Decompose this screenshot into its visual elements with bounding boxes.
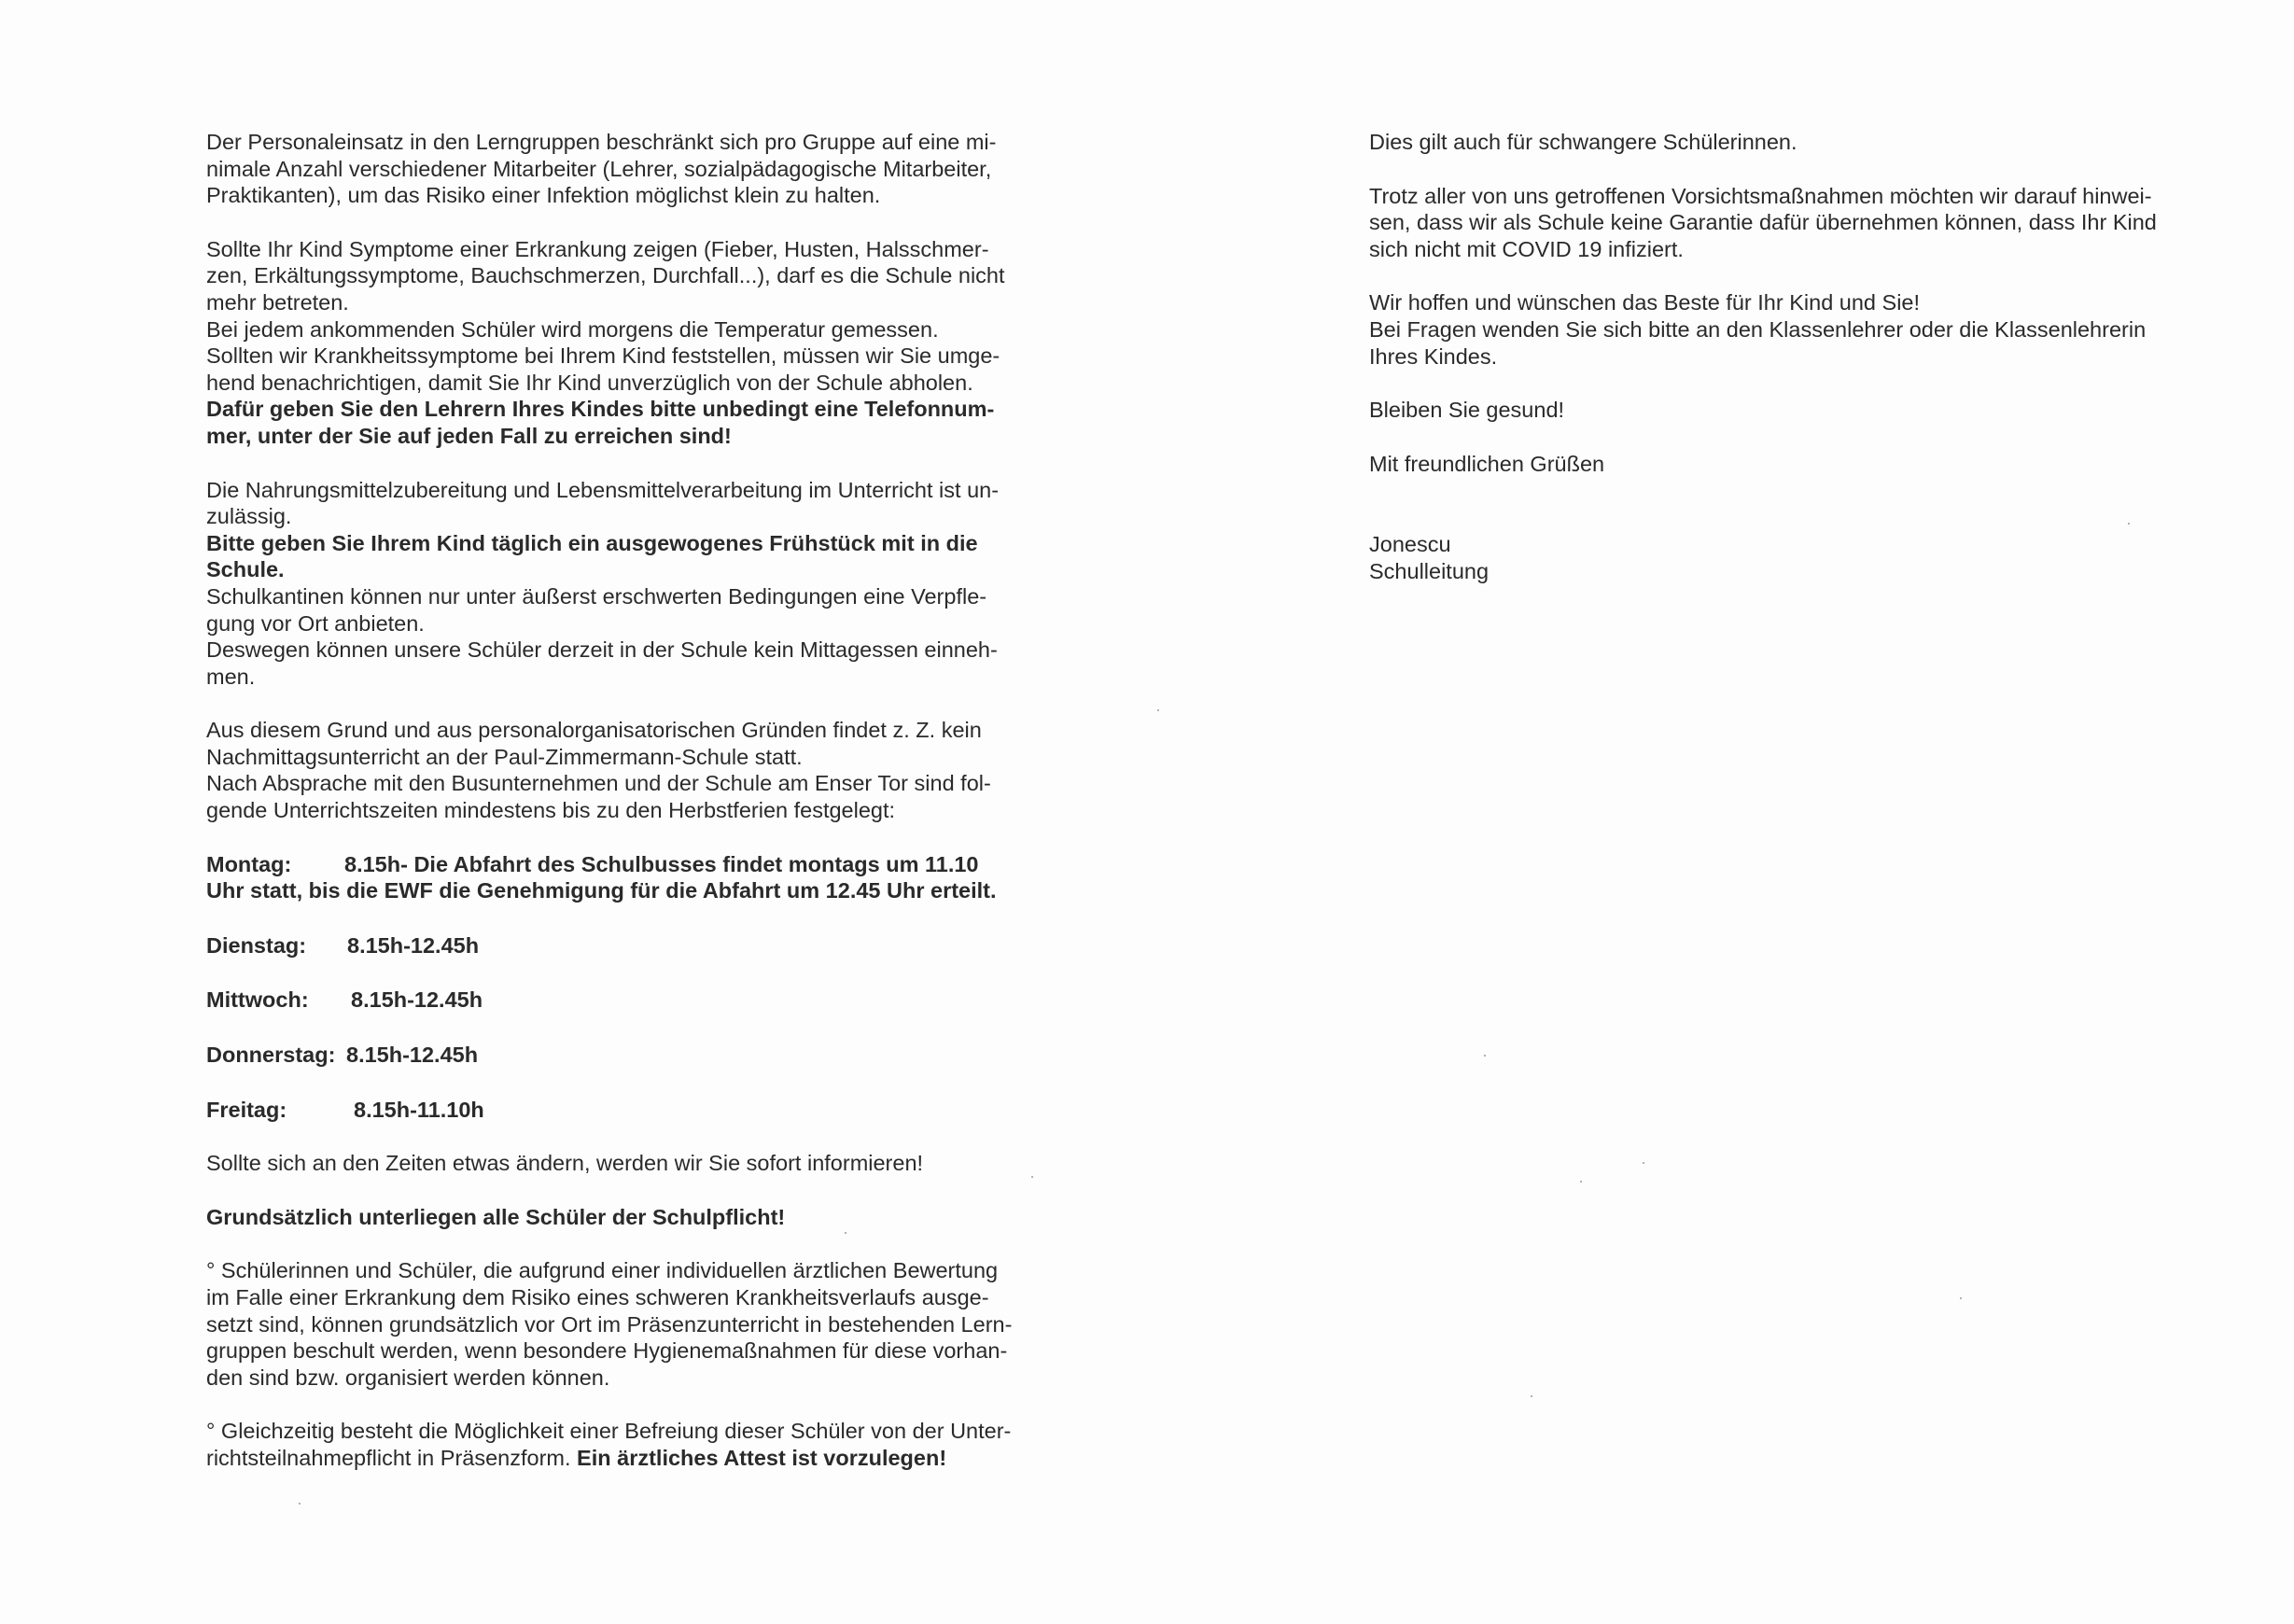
closing-greeting: Mit freundlichen Grüßen	[1369, 451, 1605, 476]
schedule-row-wednesday	[206, 987, 1084, 1014]
paragraph-risk-students: ° Schülerinnen und Schüler, die aufgrund einer individuellen ärztlichen Bewertung im Falle einer Erkrankung dem Risiko eines schweren Krankheitsverlaufs ausge- setzt sind, können grundsätzlich vor Ort im Präsenzunterricht in bestehenden Lern- gruppen beschult werden, wenn besondere Hygienemaßnahmen für diese vorhan- den sind bzw. organisiert werden können.	[206, 1258, 1013, 1390]
schedule-row-thursday	[206, 1042, 1084, 1069]
scan-speck	[1960, 1297, 1962, 1299]
schedule-row-friday	[206, 1097, 1084, 1124]
schedule-day-tuesday: Dienstag:	[206, 932, 307, 958]
paragraph-exemption-bold: Ein ärztliches Attest ist vorzulegen!	[577, 1445, 947, 1470]
paragraph-phone-number-bold: Dafür geben Sie den Lehrern Ihres Kindes bitte unbedingt eine Telefonnum- mer, unter der Sie auf jeden Fall zu erreichen sind!	[206, 397, 995, 448]
schedule	[206, 851, 1084, 1124]
paragraph-temperature: Bei jedem ankommenden Schüler wird morgens die Temperatur gemessen.	[206, 316, 939, 342]
scan-speck	[1031, 1176, 1033, 1178]
scan-speck	[2128, 523, 2130, 525]
scan-speck	[1484, 1055, 1486, 1057]
paragraph-exemption-text: ° Gleichzeitig besteht die Möglichkeit einer Befreiung dieser Schüler von der Unter- richtsteilnahmepflicht in Präsenzform.	[206, 1419, 1012, 1470]
scan-speck	[1643, 1162, 1644, 1164]
schedule-time-monday: 8.15h- Die Abfahrt des Schulbusses findet montags um 11.10	[344, 851, 979, 876]
paragraph-compulsory-schooling-bold: Grundsätzlich unterliegen alle Schüler der Schulpflicht!	[206, 1204, 786, 1229]
paragraph-staff-deployment: Der Personaleinsatz in den Lerngruppen beschränkt sich pro Gruppe auf eine mi- nimale Anzahl verschiedener Mitarbeiter (Lehrer, sozialpädagogische Mitarbeiter, Praktikanten), um das Risiko einer Infektion möglichst klein zu halten.	[206, 130, 997, 208]
schedule-row-monday	[206, 851, 1084, 878]
schedule-monday-continuation: Uhr statt, bis die EWF die Genehmigung für die Abfahrt um 12.45 Uhr erteilt.	[206, 878, 997, 903]
schedule-time-thursday: 8.15h-12.45h	[346, 1043, 479, 1068]
paragraph-exemption	[206, 1418, 1084, 1471]
schedule-time-wednesday: 8.15h-12.45h	[351, 987, 483, 1013]
paragraph-symptoms: Sollte Ihr Kind Symptome einer Erkrankung zeigen (Fieber, Husten, Halsschmer- zen, Erkältungssymptome, Bauchschmerzen, Durchfall...), darf es die Schule nicht mehr betreten.	[206, 236, 1005, 315]
signature-name: Jonescu	[1369, 532, 1451, 557]
signature-title: Schulleitung	[1369, 558, 1490, 583]
paragraph-pregnant-students: Dies gilt auch für schwangere Schülerinnen.	[1369, 130, 1797, 154]
paragraph-food-preparation: Die Nahrungsmittelzubereitung und Lebensmittelverarbeitung im Unterricht ist un- zulässig.	[206, 477, 1000, 529]
scan-speck	[1157, 709, 1159, 711]
schedule-time-tuesday: 8.15h-12.45h	[347, 932, 480, 958]
scan-speck	[1580, 1181, 1582, 1183]
schedule-day-friday: Freitag:	[206, 1097, 287, 1122]
paragraph-schedule-changes: Sollte sich an den Zeiten etwas ändern, werden wir Sie sofort informieren!	[206, 1151, 924, 1176]
paragraph-questions: Bei Fragen wenden Sie sich bitte an den Klassenlehrer oder die Klassenlehrerin Ihres Kindes.	[1369, 316, 2147, 369]
scan-speck	[1531, 1395, 1532, 1397]
scan-speck	[299, 1503, 301, 1505]
paragraph-notify-parents: Sollten wir Krankheitssymptome bei Ihrem Kind feststellen, müssen wir Sie umge- hend benachrichtigen, damit Sie Ihr Kind unverzüglich von der Schule abholen.	[206, 343, 1000, 395]
paragraph-no-guarantee: Trotz aller von uns getroffenen Vorsichtsmaßnahmen möchten wir darauf hinwei- sen, dass wir als Schule keine Garantie dafür übernehmen können, dass Ihr Kind sich nicht mit COVID 19 infiziert.	[1369, 183, 2157, 261]
paragraph-stay-healthy: Bleiben Sie gesund!	[1369, 398, 1565, 423]
paragraph-bus-agreement: Nach Absprache mit den Busunternehmen und der Schule am Enser Tor sind fol- gende Unterrichtszeiten mindestens bis zu den Herbstferien festgelegt:	[206, 771, 991, 823]
schedule-row-tuesday	[206, 932, 1084, 959]
schedule-day-monday: Montag:	[206, 851, 292, 876]
paragraph-breakfast-bold: Bitte geben Sie Ihrem Kind täglich ein ausgewogenes Frühstück mit in die Schule.	[206, 530, 978, 582]
paragraph-canteen: Schulkantinen können nur unter äußerst erschwerten Bedingungen eine Verpfle- gung vor Ort anbieten.	[206, 583, 987, 636]
schedule-time-friday: 8.15h-11.10h	[354, 1097, 484, 1122]
paragraph-no-lunch: Deswegen können unsere Schüler derzeit in der Schule kein Mittagessen einneh- men.	[206, 637, 998, 689]
schedule-day-thursday: Donnerstag:	[206, 1043, 336, 1068]
paragraph-best-wishes: Wir hoffen und wünschen das Beste für Ihr Kind und Sie!	[1369, 290, 1921, 315]
paragraph-no-afternoon-classes: Aus diesem Grund und aus personalorganisatorischen Gründen findet z. Z. kein Nachmittagsunterricht an der Paul-Zimmermann-Schule statt.	[206, 718, 982, 769]
schedule-day-wednesday: Mittwoch:	[206, 987, 309, 1013]
scan-speck	[845, 1232, 846, 1234]
right-column	[1369, 129, 2228, 585]
left-column	[206, 129, 1084, 1472]
